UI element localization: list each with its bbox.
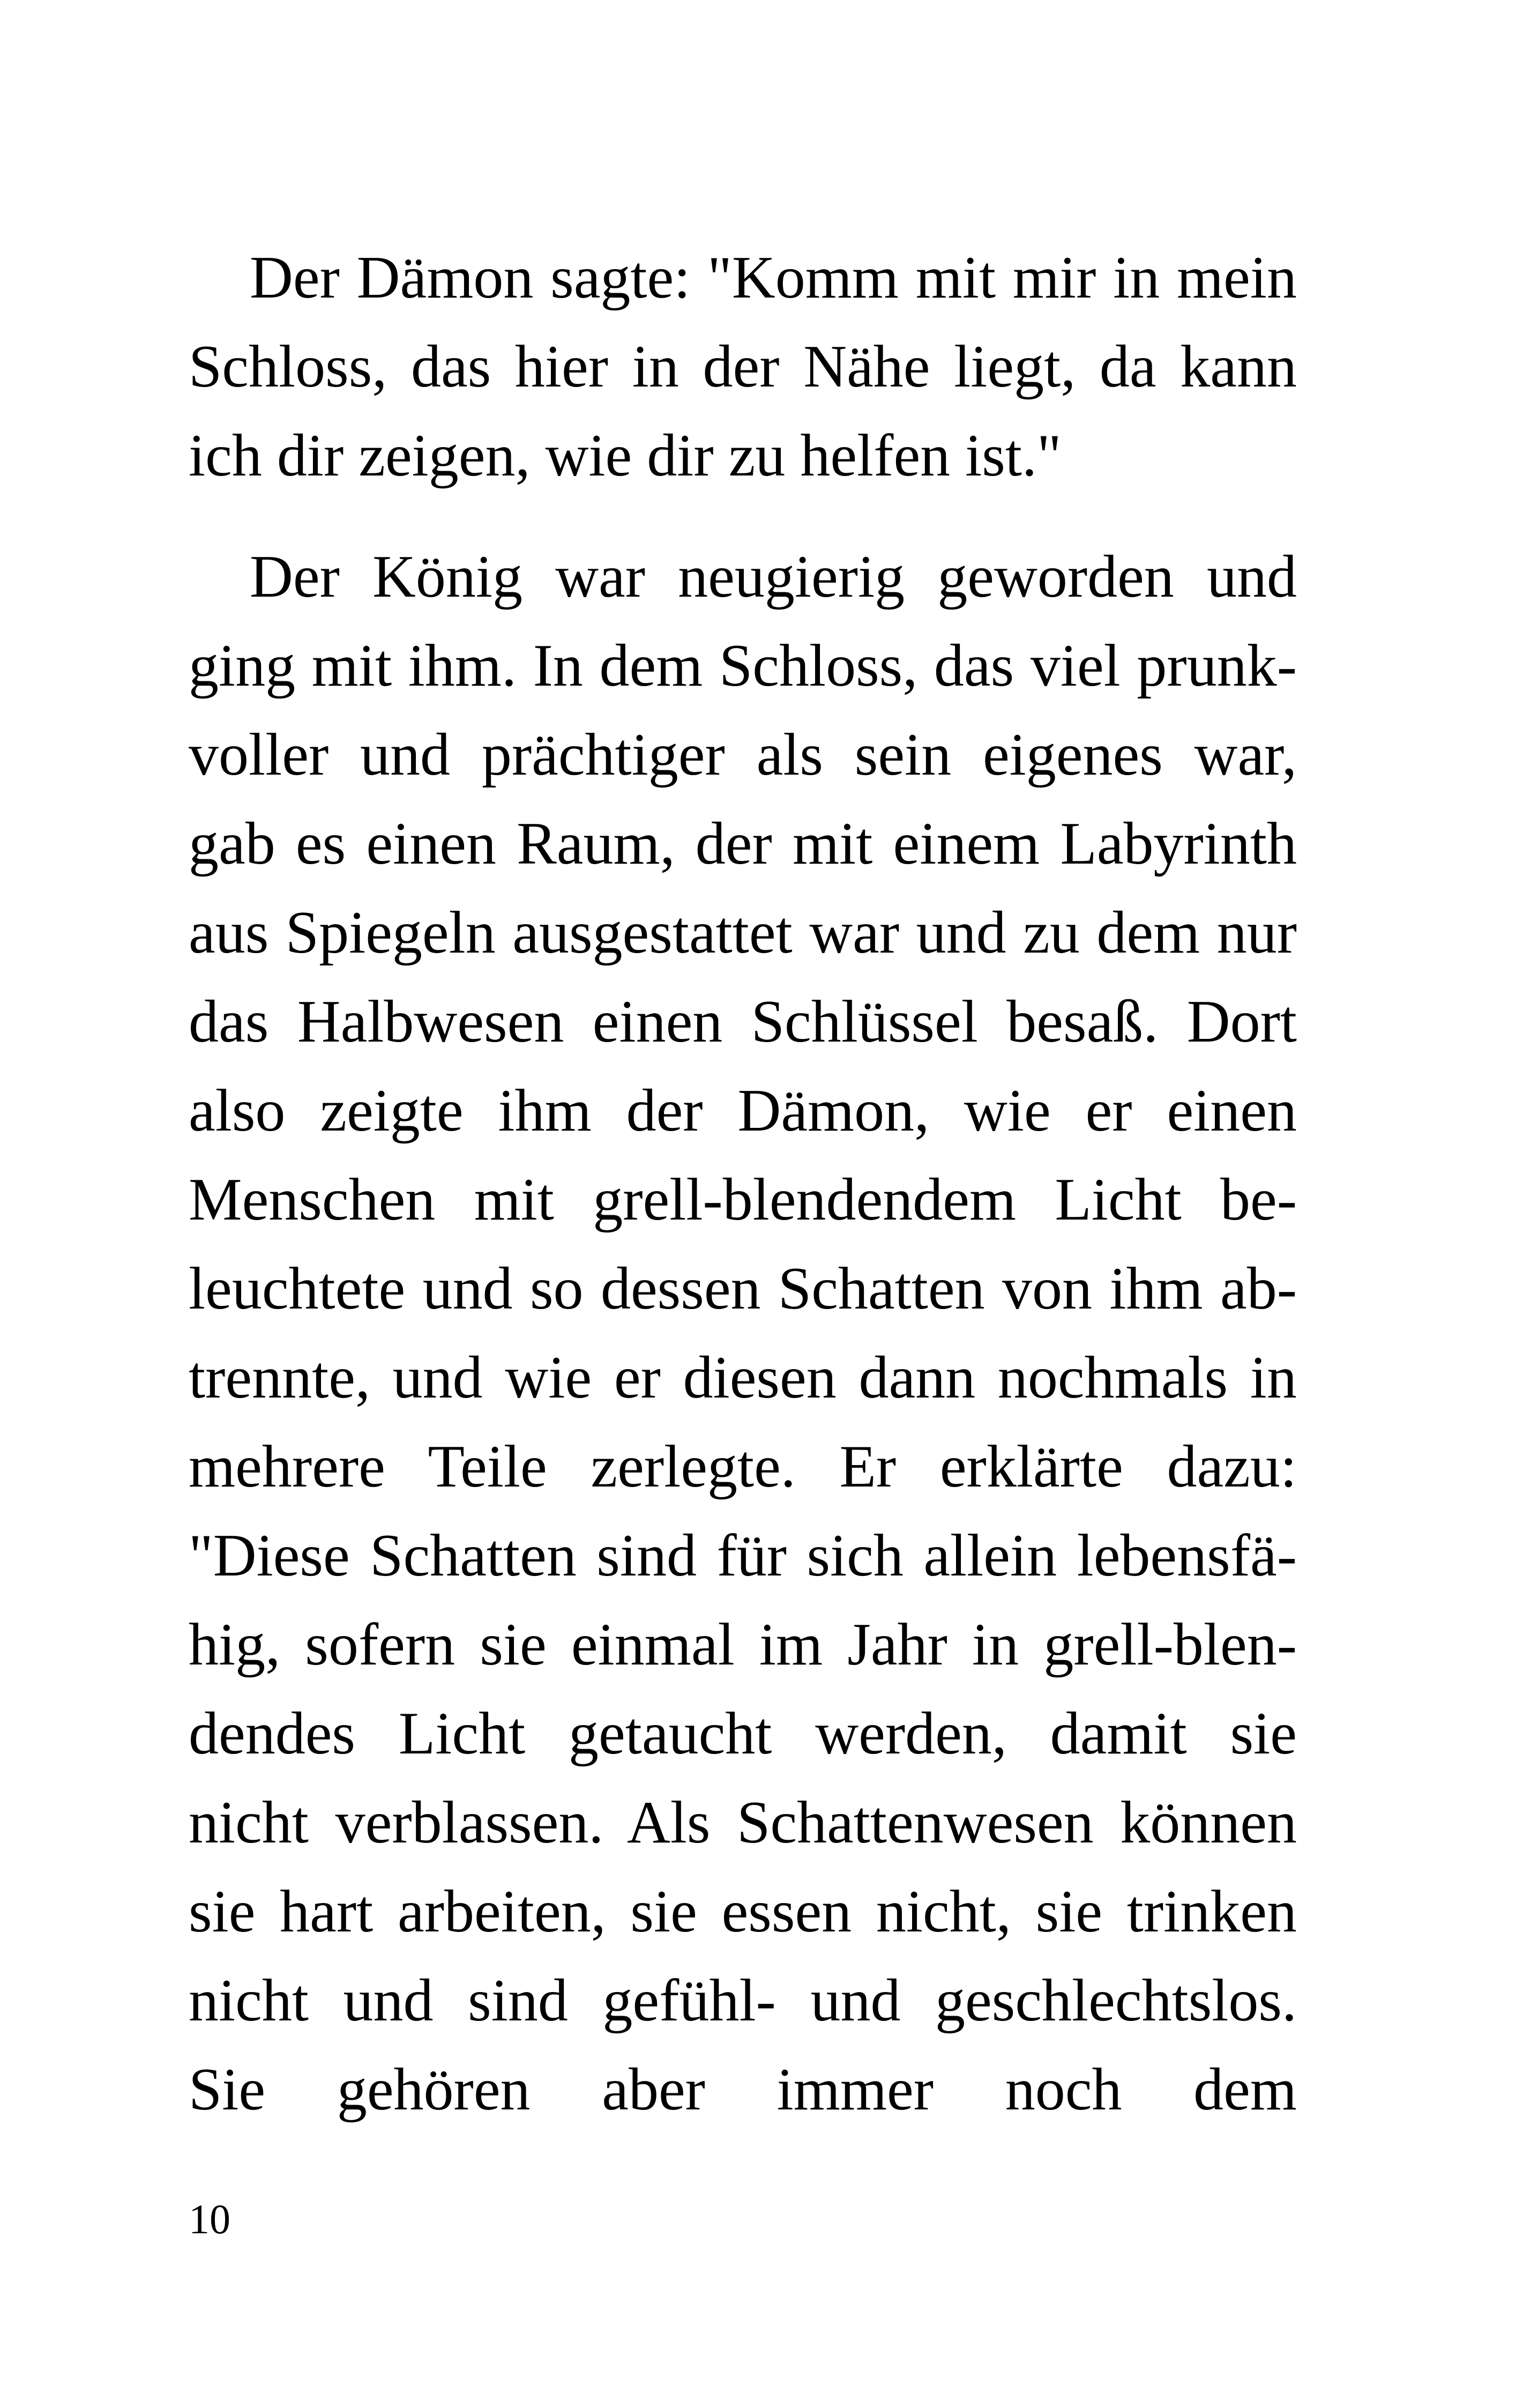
- text-line: Menschen mit grell-blendendem Licht be-: [189, 1166, 1297, 1233]
- text-line: gab es einen Raum, der mit einem Labyrinth: [189, 811, 1297, 877]
- text-line: sie hart arbeiten, sie essen nicht, sie trinken: [189, 1878, 1297, 1945]
- text-line: mehrere Teile zerlegte. Er erklärte dazu:: [189, 1433, 1297, 1500]
- text-line: "Diese Schatten sind für sich allein lebensfä-: [189, 1522, 1297, 1589]
- text-line: leuchtete und so dessen Schatten von ihm ab-: [189, 1255, 1297, 1322]
- text-line: Sie gehören aber immer noch dem: [189, 2056, 1297, 2123]
- body-text: [189, 233, 1297, 2134]
- text-line: dendes Licht getaucht werden, damit sie: [189, 1700, 1297, 1767]
- text-line: Der König war neugierig geworden und: [250, 544, 1297, 610]
- text-line: trennte, und wie er diesen dann nochmals in: [189, 1344, 1297, 1411]
- text-line: hig, sofern sie einmal im Jahr in grell-blen-: [189, 1611, 1297, 1678]
- text-line: Schloss, das hier in der Nähe liegt, da kann: [189, 333, 1297, 400]
- text-line: voller und prächtiger als sein eigenes war,: [189, 722, 1297, 788]
- text-line: nicht verblassen. Als Schattenwesen können: [189, 1789, 1297, 1856]
- text-line: das Halbwesen einen Schlüssel besaß. Dort: [189, 989, 1297, 1055]
- text-line: ging mit ihm. In dem Schloss, das viel prunk-: [189, 633, 1297, 699]
- text-line: nicht und sind gefühl- und geschlechtslos.: [189, 1967, 1297, 2034]
- paragraph-1: [189, 233, 1297, 500]
- text-line: also zeigte ihm der Dämon, wie er einen: [189, 1077, 1297, 1144]
- text-line: Der Dämon sagte: "Komm mit mir in mein: [250, 244, 1297, 311]
- page-number: 10: [189, 2196, 230, 2242]
- text-line: ich dir zeigen, wie dir zu helfen ist.": [189, 422, 1062, 489]
- text-line: aus Spiegeln ausgestattet war und zu dem nur: [189, 900, 1297, 966]
- paragraph-2: [189, 532, 1297, 2134]
